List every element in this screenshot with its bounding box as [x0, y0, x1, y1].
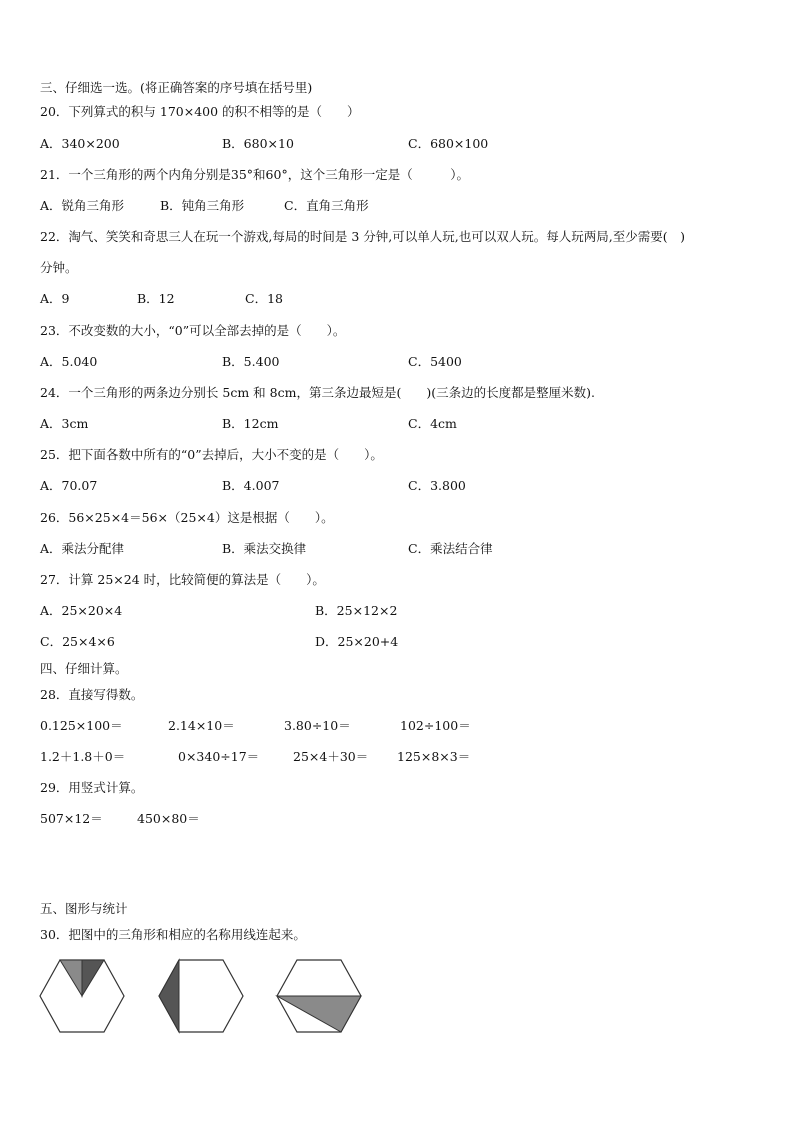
- q25-option-c: C．3.800: [408, 478, 466, 493]
- question-22-stem-cont: 分钟。: [40, 260, 78, 275]
- question-28-stem: 28．直接写得数。: [40, 687, 144, 702]
- question-24-stem: 24．一个三角形的两条边分别长 5cm 和 8cm，第三条边最短是( )(三条边的长度都是整厘米数).: [40, 385, 595, 400]
- section-4-title: 四、仔细计算。: [40, 661, 128, 676]
- q25-option-b: B．4.007: [222, 478, 280, 493]
- q23-option-b: B．5.400: [222, 354, 280, 369]
- q23-option-a: A．5.040: [40, 354, 98, 369]
- shaded-triangle: [159, 960, 179, 1032]
- q20-option-c: C．680×100: [408, 136, 489, 151]
- q27-option-b: B．25×12×2: [315, 603, 398, 618]
- section-3-title: 三、仔细选一选。(将正确答案的序号填在括号里): [40, 80, 313, 95]
- question-23-stem: 23．不改变数的大小，“0”可以全部去掉的是（ ）。: [40, 323, 346, 338]
- question-27-stem: 27．计算 25×24 时，比较简便的算法是（ ）。: [40, 572, 325, 587]
- q22-option-b: B．12: [137, 291, 175, 306]
- hexagon-figure-2: [157, 958, 245, 1034]
- q24-option-b: B．12cm: [222, 416, 279, 431]
- calc-item: 25×4＋30＝: [293, 749, 369, 764]
- hexagon-figure-3: [275, 958, 363, 1034]
- q20-option-b: B．680×10: [222, 136, 294, 151]
- question-22-stem: 22．淘气、笑笑和奇思三人在玩一个游戏,每局的时间是 3 分钟,可以单人玩,也可以双人玩。每人玩两局,至少需要( ): [40, 229, 685, 244]
- calc-item: 0.125×100＝: [40, 718, 123, 733]
- q25-option-a: A．70.07: [40, 478, 98, 493]
- calc-item: 125×8×3＝: [397, 749, 471, 764]
- q21-option-a: A．锐角三角形: [40, 198, 125, 213]
- calc-item: 3.80÷10＝: [284, 718, 351, 733]
- calc-item: 0×340÷17＝: [178, 749, 260, 764]
- question-30-stem: 30．把图中的三角形和相应的名称用线连起来。: [40, 927, 306, 942]
- q27-option-d: D．25×20+4: [315, 634, 399, 649]
- calc-item: 2.14×10＝: [168, 718, 235, 733]
- q27-option-c: C．25×4×6: [40, 634, 115, 649]
- q24-option-a: A．3cm: [40, 416, 89, 431]
- q22-option-c: C．18: [245, 291, 283, 306]
- question-29-stem: 29．用竖式计算。: [40, 780, 144, 795]
- q23-option-c: C．5400: [408, 354, 462, 369]
- q26-option-c: C．乘法结合律: [408, 541, 493, 556]
- vertical-calc-item: 450×80＝: [137, 811, 200, 826]
- q20-option-a: A．340×200: [40, 136, 120, 151]
- section-5-title: 五、图形与统计: [40, 901, 128, 916]
- question-20-stem: 20．下列算式的积与 170×400 的积不相等的是（ ）: [40, 104, 360, 119]
- q26-option-b: B．乘法交换律: [222, 541, 307, 556]
- calc-item: 1.2＋1.8＋0＝: [40, 749, 126, 764]
- vertical-calc-item: 507×12＝: [40, 811, 103, 826]
- q27-option-a: A．25×20×4: [40, 603, 123, 618]
- calc-item: 102÷100＝: [400, 718, 471, 733]
- hexagon-figure-1: [38, 958, 126, 1034]
- question-21-stem: 21．一个三角形的两个内角分别是35°和60°，这个三角形一定是（ ）。: [40, 167, 469, 182]
- q21-option-b: B．钝角三角形: [160, 198, 245, 213]
- question-25-stem: 25．把下面各数中所有的“0”去掉后，大小不变的是（ ）。: [40, 447, 383, 462]
- question-26-stem: 26．56×25×4＝56×（25×4）这是根据（ ）。: [40, 510, 334, 525]
- q22-option-a: A．9: [40, 291, 70, 306]
- q21-option-c: C．直角三角形: [284, 198, 369, 213]
- q26-option-a: A．乘法分配律: [40, 541, 125, 556]
- q24-option-c: C．4cm: [408, 416, 457, 431]
